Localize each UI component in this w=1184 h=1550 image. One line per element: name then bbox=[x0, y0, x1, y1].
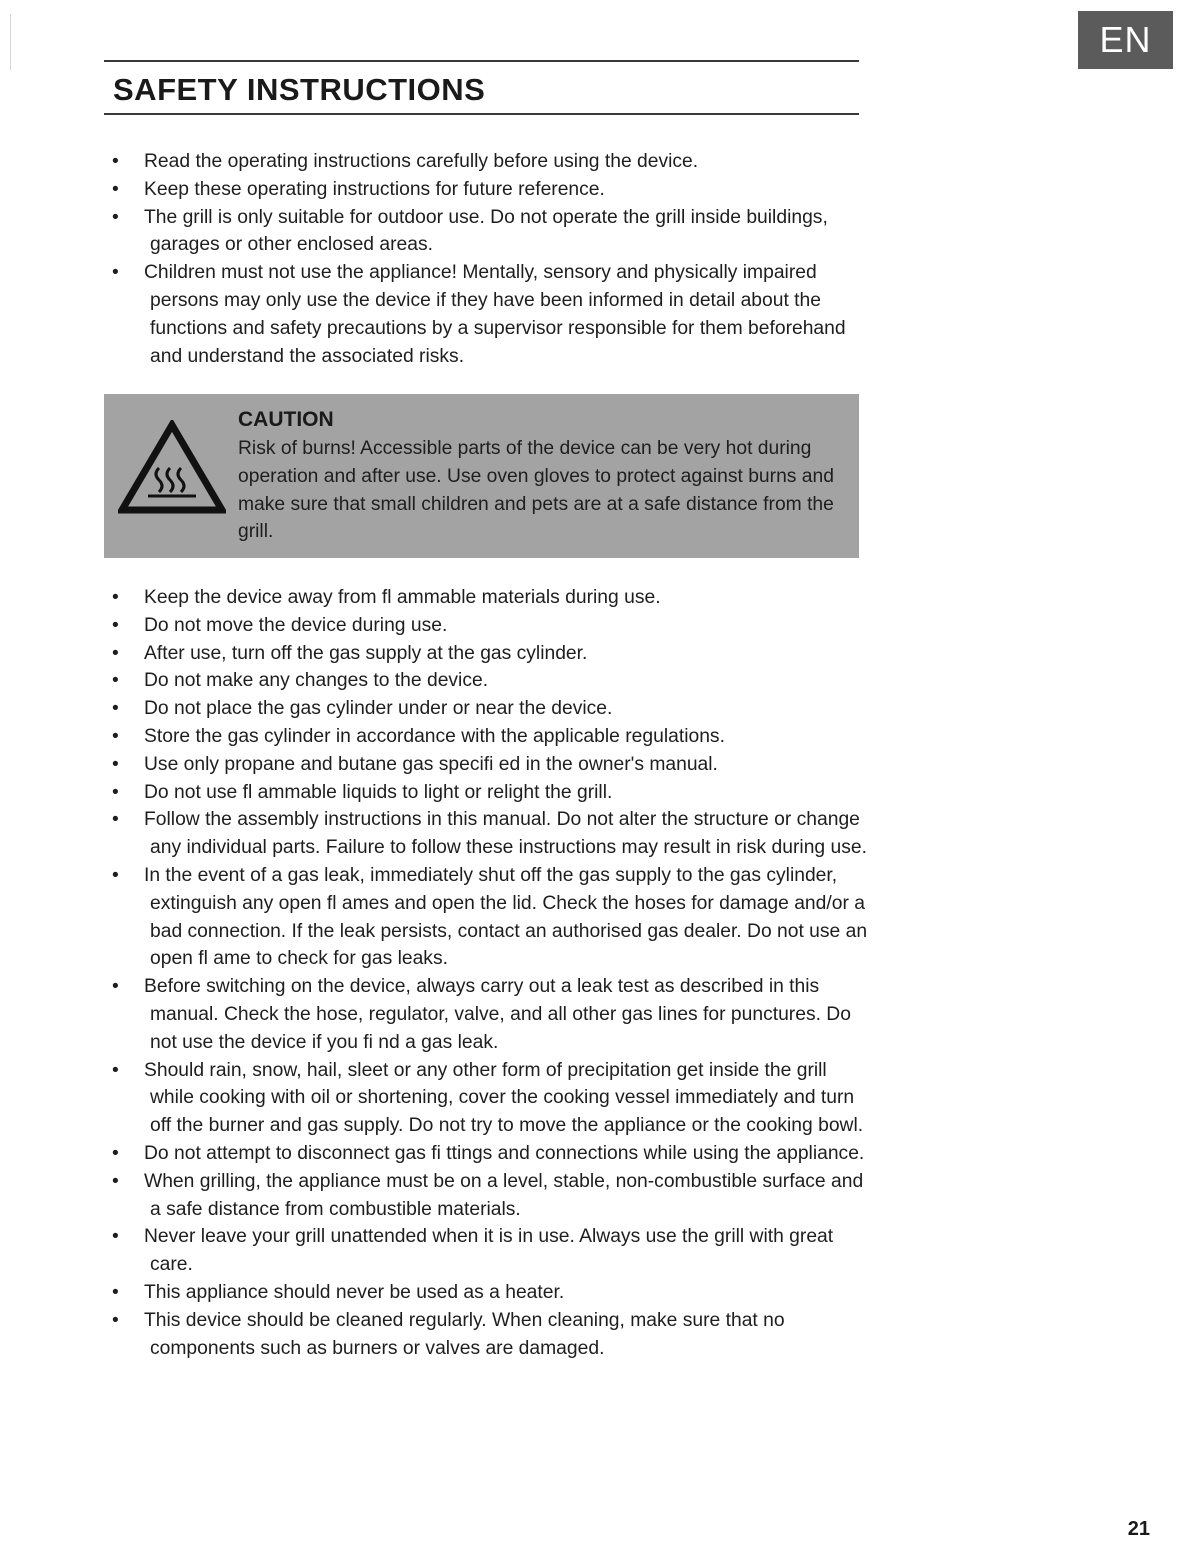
list-item-text: Store the gas cylinder in accordance with the applicable regulations. bbox=[144, 725, 725, 747]
list-item-text: Do not use fl ammable liquids to light or relight the grill. bbox=[144, 781, 613, 803]
page-edge-mark bbox=[10, 14, 11, 70]
bullet-icon: • bbox=[112, 178, 119, 200]
list-item-text: Follow the assembly instructions in this manual. Do not alter the structure or change any individual parts. Failure to follow these instructions may result in risk during use. bbox=[144, 809, 867, 859]
list-item-text: Never leave your grill unattended when it is in use. Always use the grill with great care. bbox=[144, 1226, 834, 1276]
page-number: 21 bbox=[1127, 1518, 1150, 1540]
list-item-text: Keep the device away from fl ammable materials during use. bbox=[144, 587, 661, 608]
bullet-icon: • bbox=[112, 262, 119, 284]
bullet-icon: • bbox=[112, 587, 119, 608]
list-item bbox=[108, 259, 868, 370]
list-item-text: In the event of a gas leak, immediately shut off the gas supply to the gas cylinder, extinguish any open fl ames and open the lid. Check the hoses for damage and/or a bad connection. If the leak persists, contact an authorised gas dealer. Do not use an open fl ame to check for gas leaks. bbox=[144, 864, 868, 970]
safety-bullet-list bbox=[108, 584, 868, 1362]
bullet-icon: • bbox=[112, 753, 119, 775]
title-rule-top bbox=[104, 60, 859, 62]
caution-box bbox=[104, 394, 859, 558]
bullet-icon: • bbox=[112, 206, 119, 228]
list-item-text: Children must not use the appliance! Mentally, sensory and physically impaired persons may only use the device if they have been informed in detail about the functions and safety precautions by a supervisor responsible for them beforehand and understand the associated risks. bbox=[144, 262, 846, 367]
language-badge: EN bbox=[1078, 11, 1173, 69]
list-item-text: When grilling, the appliance must be on a level, stable, non-combustible surface and a safe distance from combustible materials. bbox=[144, 1170, 864, 1220]
bullet-icon: • bbox=[112, 725, 119, 747]
list-item-text: Keep these operating instructions for future reference. bbox=[144, 178, 605, 200]
bullet-icon: • bbox=[112, 1142, 119, 1164]
bullet-icon: • bbox=[112, 781, 119, 803]
bullet-icon: • bbox=[112, 1281, 119, 1303]
list-item bbox=[108, 751, 868, 779]
list-item bbox=[108, 1168, 868, 1224]
list-item bbox=[108, 695, 868, 723]
list-item bbox=[108, 640, 868, 668]
hot-surface-warning-icon bbox=[118, 420, 226, 518]
list-item-text: This appliance should never be used as a heater. bbox=[144, 1281, 565, 1303]
list-item bbox=[108, 667, 868, 695]
list-item bbox=[108, 1223, 868, 1279]
bullet-icon: • bbox=[112, 864, 119, 886]
list-item-text: Do not move the device during use. bbox=[144, 614, 448, 636]
bullet-icon: • bbox=[112, 1226, 119, 1248]
bullet-icon: • bbox=[112, 614, 119, 636]
bullet-icon: • bbox=[112, 1059, 119, 1081]
intro-bullet-list bbox=[108, 148, 868, 370]
list-item bbox=[108, 1140, 868, 1168]
bullet-icon: • bbox=[112, 1309, 119, 1331]
list-item bbox=[108, 779, 868, 807]
bullet-icon: • bbox=[112, 670, 119, 692]
list-item bbox=[108, 1307, 868, 1363]
list-item bbox=[108, 973, 868, 1056]
list-item bbox=[108, 176, 868, 204]
list-item bbox=[108, 723, 868, 751]
list-item-text: Do not place the gas cylinder under or near the device. bbox=[144, 698, 613, 720]
caution-text: Risk of burns! Accessible parts of the device can be very hot during operation and after use. Use oven gloves to protect against burns and make sure that small children and pets are at a safe distance from the grill. bbox=[238, 438, 834, 543]
list-item-text: After use, turn off the gas supply at the gas cylinder. bbox=[144, 642, 588, 664]
bullet-icon: • bbox=[112, 1170, 119, 1192]
title-rule-bottom bbox=[104, 113, 859, 115]
list-item-text: Use only propane and butane gas specifi ed in the owner's manual. bbox=[144, 753, 718, 775]
list-item-text: The grill is only suitable for outdoor use. Do not operate the grill inside buildings, garages or other enclosed areas. bbox=[144, 206, 828, 256]
list-item bbox=[108, 1279, 868, 1307]
list-item-text: Do not attempt to disconnect gas fi ttings and connections while using the appliance. bbox=[144, 1142, 865, 1164]
list-item bbox=[108, 584, 868, 612]
bullet-icon: • bbox=[112, 976, 119, 998]
list-item bbox=[108, 806, 868, 862]
page-title: SAFETY INSTRUCTIONS bbox=[113, 72, 486, 107]
list-item-text: This device should be cleaned regularly. When cleaning, make sure that no components such as burners or valves are damaged. bbox=[144, 1309, 785, 1359]
bullet-icon: • bbox=[112, 151, 119, 172]
list-item bbox=[108, 148, 868, 176]
list-item-text: Before switching on the device, always carry out a leak test as described in this manual. Check the hose, regulator, valve, and all other gas lines for punctures. Do not use the device if you fi nd a gas leak. bbox=[144, 976, 851, 1053]
list-item bbox=[108, 1057, 868, 1140]
list-item bbox=[108, 862, 868, 973]
bullet-icon: • bbox=[112, 642, 119, 664]
list-item-text: Read the operating instructions carefully before using the device. bbox=[144, 151, 699, 172]
list-item bbox=[108, 204, 868, 260]
bullet-icon: • bbox=[112, 698, 119, 720]
list-item bbox=[108, 612, 868, 640]
list-item-text: Do not make any changes to the device. bbox=[144, 670, 489, 692]
caution-heading: CAUTION bbox=[238, 408, 334, 431]
bullet-icon: • bbox=[112, 809, 119, 831]
list-item-text: Should rain, snow, hail, sleet or any other form of precipitation get inside the grill while cooking with oil or shortening, cover the cooking vessel immediately and turn off the burner and gas supply. Do not try to move the appliance or the cooking bowl. bbox=[144, 1059, 864, 1137]
